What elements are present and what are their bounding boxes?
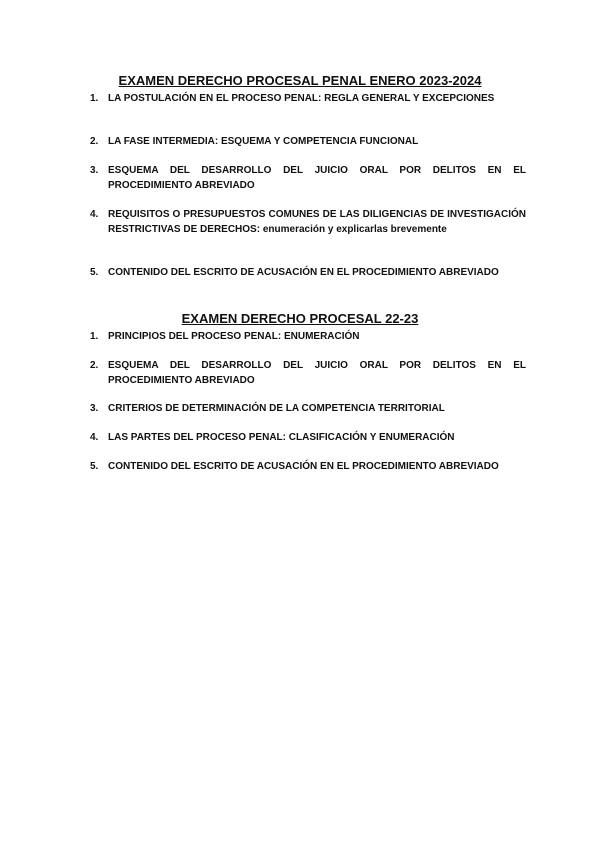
question-item bbox=[90, 266, 526, 281]
question-number: 4. bbox=[90, 432, 99, 443]
question-number: 5. bbox=[90, 461, 99, 472]
question-text: LA FASE INTERMEDIA: ESQUEMA Y COMPETENCIA FUNCIONAL bbox=[108, 136, 419, 147]
question-text: CONTENIDO DEL ESCRITO DE ACUSACIÓN EN EL PROCEDIMIENTO ABREVIADO bbox=[108, 267, 499, 278]
question-item bbox=[90, 92, 526, 107]
question-text: CRITERIOS DE DETERMINACIÓN DE LA COMPETENCIA TERRITORIAL bbox=[108, 403, 445, 414]
question-number: 2. bbox=[90, 136, 99, 147]
question-number: 4. bbox=[90, 209, 99, 220]
question-item bbox=[90, 208, 526, 237]
question-text: ESQUEMA DEL DESARROLLO DEL JUICIO ORAL POR DELITOS EN EL PROCEDIMIENTO ABREVIADO bbox=[108, 165, 526, 191]
question-item bbox=[90, 359, 526, 388]
exam-title-22-23: EXAMEN DERECHO PROCESAL 22-23 bbox=[181, 311, 419, 326]
question-item bbox=[90, 460, 526, 475]
exam-title-2023-2024: EXAMEN DERECHO PROCESAL PENAL ENERO 2023-2024 bbox=[118, 73, 482, 88]
question-number: 5. bbox=[90, 267, 99, 278]
question-number: 3. bbox=[90, 165, 99, 176]
question-number: 3. bbox=[90, 403, 99, 414]
question-text: LA POSTULACIÓN EN EL PROCESO PENAL: REGLA GENERAL Y EXCEPCIONES bbox=[108, 93, 495, 104]
question-item bbox=[90, 330, 526, 345]
question-number: 1. bbox=[90, 331, 99, 342]
question-text: CONTENIDO DEL ESCRITO DE ACUSACIÓN EN EL PROCEDIMIENTO ABREVIADO bbox=[108, 461, 499, 472]
question-text-lowercase: enumeración y explicarlas brevemente bbox=[262, 223, 447, 235]
question-item bbox=[90, 431, 526, 446]
question-item bbox=[90, 135, 526, 150]
question-text: ESQUEMA DEL DESARROLLO DEL JUICIO ORAL POR DELITOS EN EL PROCEDIMIENTO ABREVIADO bbox=[108, 360, 526, 386]
question-item bbox=[90, 402, 526, 417]
question-text-wrapper bbox=[108, 208, 526, 237]
question-text: LAS PARTES DEL PROCESO PENAL: CLASIFICACIÓN Y ENUMERACIÓN bbox=[108, 432, 455, 443]
question-item bbox=[90, 164, 526, 193]
question-number: 2. bbox=[90, 360, 99, 371]
question-text: REQUISITOS O PRESUPUESTOS COMUNES DE LAS DILIGENCIAS DE INVESTIGACIÓN RESTRICTIVAS DE DERECHOS: bbox=[108, 209, 526, 235]
question-number: 1. bbox=[90, 93, 99, 104]
question-text: PRINCIPIOS DEL PROCESO PENAL: ENUMERACIÓN bbox=[108, 331, 360, 342]
